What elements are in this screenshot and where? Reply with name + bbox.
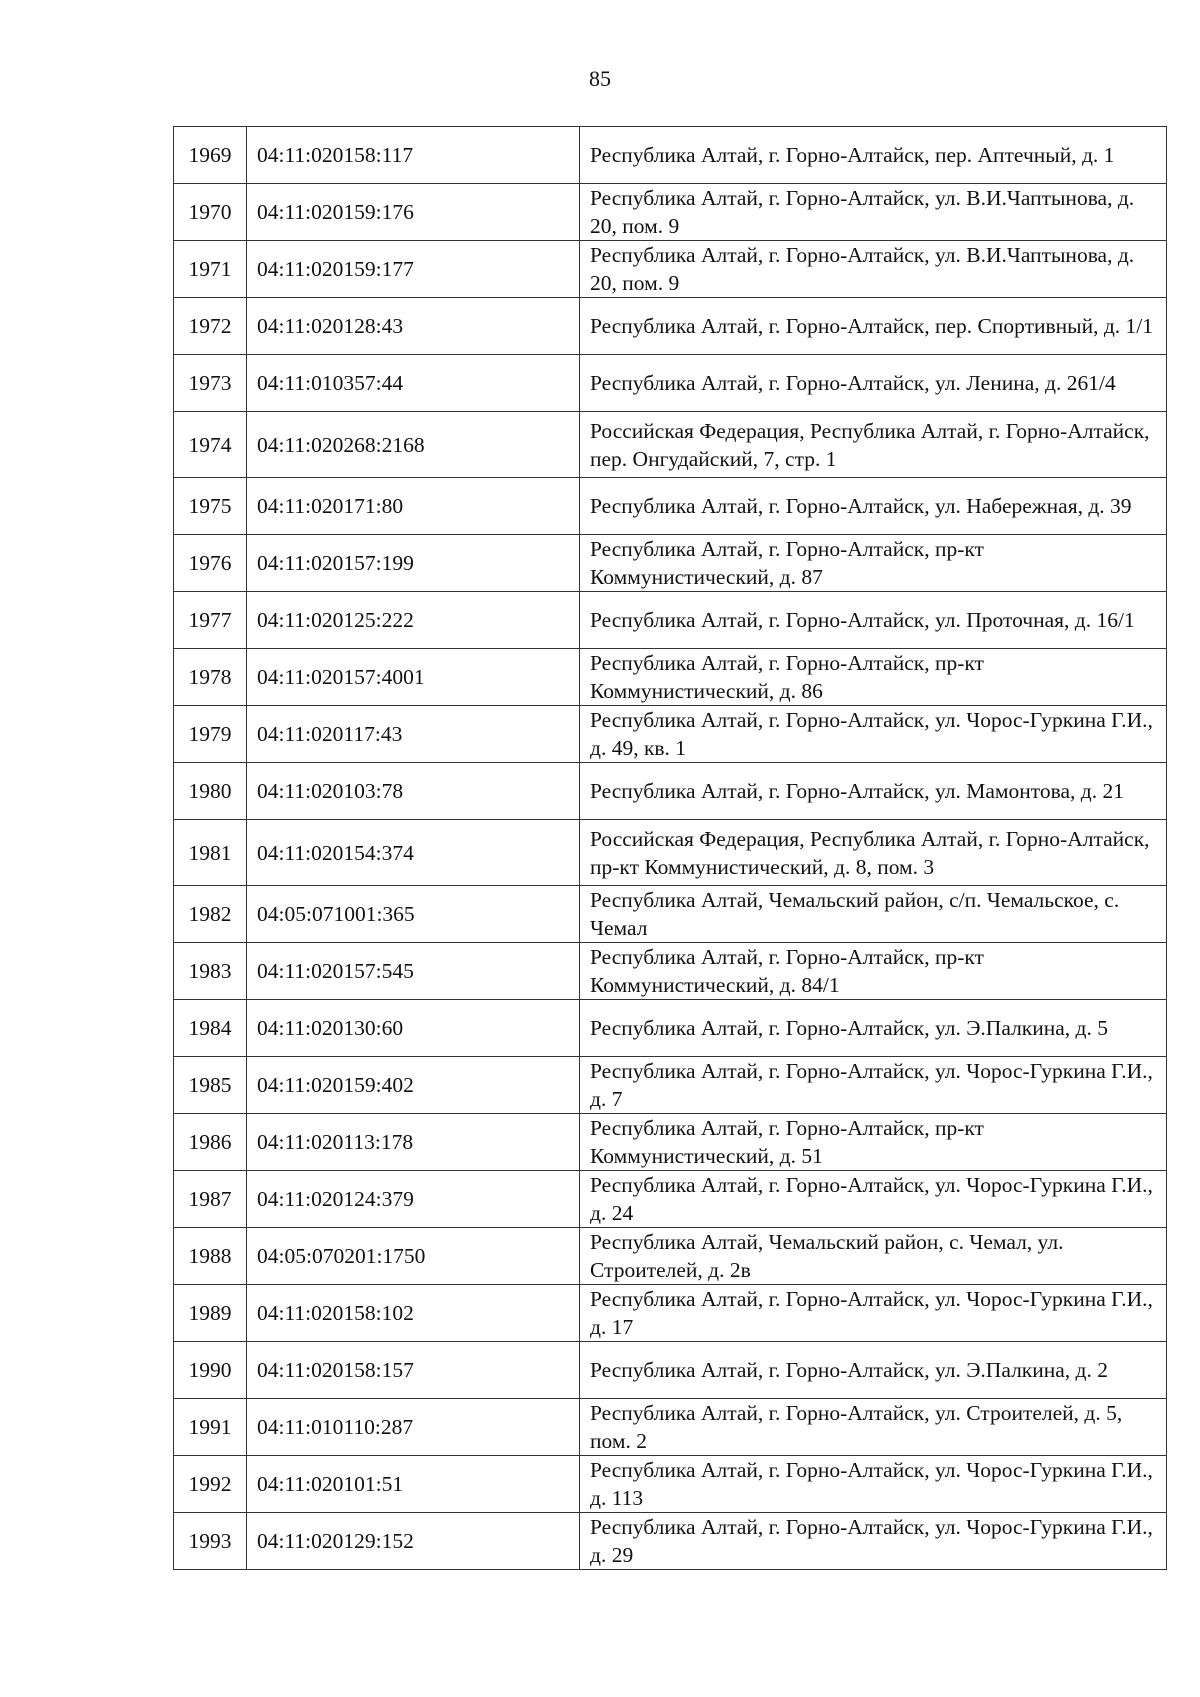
cadastral-number: 04:11:020159:402 [247, 1057, 580, 1114]
row-number: 1980 [174, 763, 247, 820]
cadastral-number: 04:11:010110:287 [247, 1399, 580, 1456]
row-number: 1969 [174, 127, 247, 184]
table-row [174, 1342, 1167, 1399]
cadastral-number: 04:11:020171:80 [247, 478, 580, 535]
row-number: 1978 [174, 649, 247, 706]
row-number: 1984 [174, 1000, 247, 1057]
cadastral-number: 04:11:020125:222 [247, 592, 580, 649]
row-number: 1982 [174, 886, 247, 943]
row-number: 1988 [174, 1228, 247, 1285]
row-number: 1993 [174, 1513, 247, 1570]
table-row [174, 1399, 1167, 1456]
row-number: 1971 [174, 241, 247, 298]
cadastral-number: 04:11:020113:178 [247, 1114, 580, 1171]
row-number: 1991 [174, 1399, 247, 1456]
table-row [174, 355, 1167, 412]
registry-table [173, 126, 1167, 1570]
cadastral-number: 04:11:020117:43 [247, 706, 580, 763]
row-number: 1974 [174, 412, 247, 478]
address: Республика Алтай, г. Горно-Алтайск, ул. Чорос-Гуркина Г.И., д. 113 [580, 1456, 1167, 1513]
cadastral-number: 04:11:020268:2168 [247, 412, 580, 478]
table-row [174, 1228, 1167, 1285]
address: Республика Алтай, г. Горно-Алтайск, ул. Э.Палкина, д. 5 [580, 1000, 1167, 1057]
cadastral-number: 04:11:020157:545 [247, 943, 580, 1000]
address: Республика Алтай, г. Горно-Алтайск, ул. Чорос-Гуркина Г.И., д. 24 [580, 1171, 1167, 1228]
row-number: 1986 [174, 1114, 247, 1171]
table-row [174, 886, 1167, 943]
table-row [174, 763, 1167, 820]
cadastral-number: 04:11:020158:117 [247, 127, 580, 184]
cadastral-number: 04:05:070201:1750 [247, 1228, 580, 1285]
row-number: 1989 [174, 1285, 247, 1342]
address: Республика Алтай, г. Горно-Алтайск, ул. В.И.Чаптынова, д. 20, пом. 9 [580, 241, 1167, 298]
row-number: 1973 [174, 355, 247, 412]
address: Российская Федерация, Республика Алтай, г. Горно-Алтайск, пер. Онгудайский, 7, стр. 1 [580, 412, 1167, 478]
table-row [174, 1513, 1167, 1570]
table-row [174, 706, 1167, 763]
address: Республика Алтай, г. Горно-Алтайск, ул. Э.Палкина, д. 2 [580, 1342, 1167, 1399]
cadastral-number: 04:11:020157:199 [247, 535, 580, 592]
cadastral-number: 04:11:020128:43 [247, 298, 580, 355]
address: Республика Алтай, г. Горно-Алтайск, ул. Проточная, д. 16/1 [580, 592, 1167, 649]
cadastral-number: 04:11:020159:176 [247, 184, 580, 241]
table-row [174, 649, 1167, 706]
table-row [174, 943, 1167, 1000]
row-number: 1990 [174, 1342, 247, 1399]
address: Республика Алтай, г. Горно-Алтайск, пр-кт Коммунистический, д. 84/1 [580, 943, 1167, 1000]
table-row [174, 412, 1167, 478]
row-number: 1977 [174, 592, 247, 649]
address: Республика Алтай, г. Горно-Алтайск, ул. Чорос-Гуркина Г.И., д. 49, кв. 1 [580, 706, 1167, 763]
table-row [174, 1114, 1167, 1171]
address: Республика Алтай, г. Горно-Алтайск, ул. Чорос-Гуркина Г.И., д. 7 [580, 1057, 1167, 1114]
address: Республика Алтай, г. Горно-Алтайск, пер. Спортивный, д. 1/1 [580, 298, 1167, 355]
table-row [174, 1000, 1167, 1057]
page-number: 85 [589, 66, 611, 91]
table-row [174, 127, 1167, 184]
address: Российская Федерация, Республика Алтай, г. Горно-Алтайск, пр-кт Коммунистический, д. 8, пом. 3 [580, 820, 1167, 886]
table-row [174, 1456, 1167, 1513]
row-number: 1975 [174, 478, 247, 535]
row-number: 1970 [174, 184, 247, 241]
address: Республика Алтай, г. Горно-Алтайск, пер. Аптечный, д. 1 [580, 127, 1167, 184]
row-number: 1979 [174, 706, 247, 763]
row-number: 1972 [174, 298, 247, 355]
row-number: 1987 [174, 1171, 247, 1228]
table-row [174, 1285, 1167, 1342]
row-number: 1983 [174, 943, 247, 1000]
table-row [174, 241, 1167, 298]
address: Республика Алтай, г. Горно-Алтайск, пр-кт Коммунистический, д. 51 [580, 1114, 1167, 1171]
cadastral-number: 04:05:071001:365 [247, 886, 580, 943]
table-row [174, 1057, 1167, 1114]
address: Республика Алтай, Чемальский район, с. Чемал, ул. Строителей, д. 2в [580, 1228, 1167, 1285]
address: Республика Алтай, г. Горно-Алтайск, пр-кт Коммунистический, д. 86 [580, 649, 1167, 706]
table-row [174, 535, 1167, 592]
row-number: 1992 [174, 1456, 247, 1513]
cadastral-number: 04:11:020103:78 [247, 763, 580, 820]
address: Республика Алтай, Чемальский район, с/п. Чемальское, с. Чемал [580, 886, 1167, 943]
address: Республика Алтай, г. Горно-Алтайск, ул. Чорос-Гуркина Г.И., д. 17 [580, 1285, 1167, 1342]
table-row [174, 1171, 1167, 1228]
address: Республика Алтай, г. Горно-Алтайск, ул. Чорос-Гуркина Г.И., д. 29 [580, 1513, 1167, 1570]
address: Республика Алтай, г. Горно-Алтайск, ул. Ленина, д. 261/4 [580, 355, 1167, 412]
cadastral-number: 04:11:020124:379 [247, 1171, 580, 1228]
cadastral-number: 04:11:020154:374 [247, 820, 580, 886]
address: Республика Алтай, г. Горно-Алтайск, ул. В.И.Чаптынова, д. 20, пом. 9 [580, 184, 1167, 241]
row-number: 1976 [174, 535, 247, 592]
cadastral-number: 04:11:020159:177 [247, 241, 580, 298]
row-number: 1985 [174, 1057, 247, 1114]
address: Республика Алтай, г. Горно-Алтайск, ул. Мамонтова, д. 21 [580, 763, 1167, 820]
table-row [174, 592, 1167, 649]
address: Республика Алтай, г. Горно-Алтайск, ул. Строителей, д. 5, пом. 2 [580, 1399, 1167, 1456]
row-number: 1981 [174, 820, 247, 886]
table-row [174, 820, 1167, 886]
table-row [174, 478, 1167, 535]
cadastral-number: 04:11:020158:102 [247, 1285, 580, 1342]
cadastral-number: 04:11:010357:44 [247, 355, 580, 412]
table-row [174, 298, 1167, 355]
address: Республика Алтай, г. Горно-Алтайск, ул. Набережная, д. 39 [580, 478, 1167, 535]
address: Республика Алтай, г. Горно-Алтайск, пр-кт Коммунистический, д. 87 [580, 535, 1167, 592]
table-row [174, 184, 1167, 241]
cadastral-number: 04:11:020158:157 [247, 1342, 580, 1399]
cadastral-number: 04:11:020129:152 [247, 1513, 580, 1570]
cadastral-number: 04:11:020130:60 [247, 1000, 580, 1057]
cadastral-number: 04:11:020157:4001 [247, 649, 580, 706]
cadastral-number: 04:11:020101:51 [247, 1456, 580, 1513]
